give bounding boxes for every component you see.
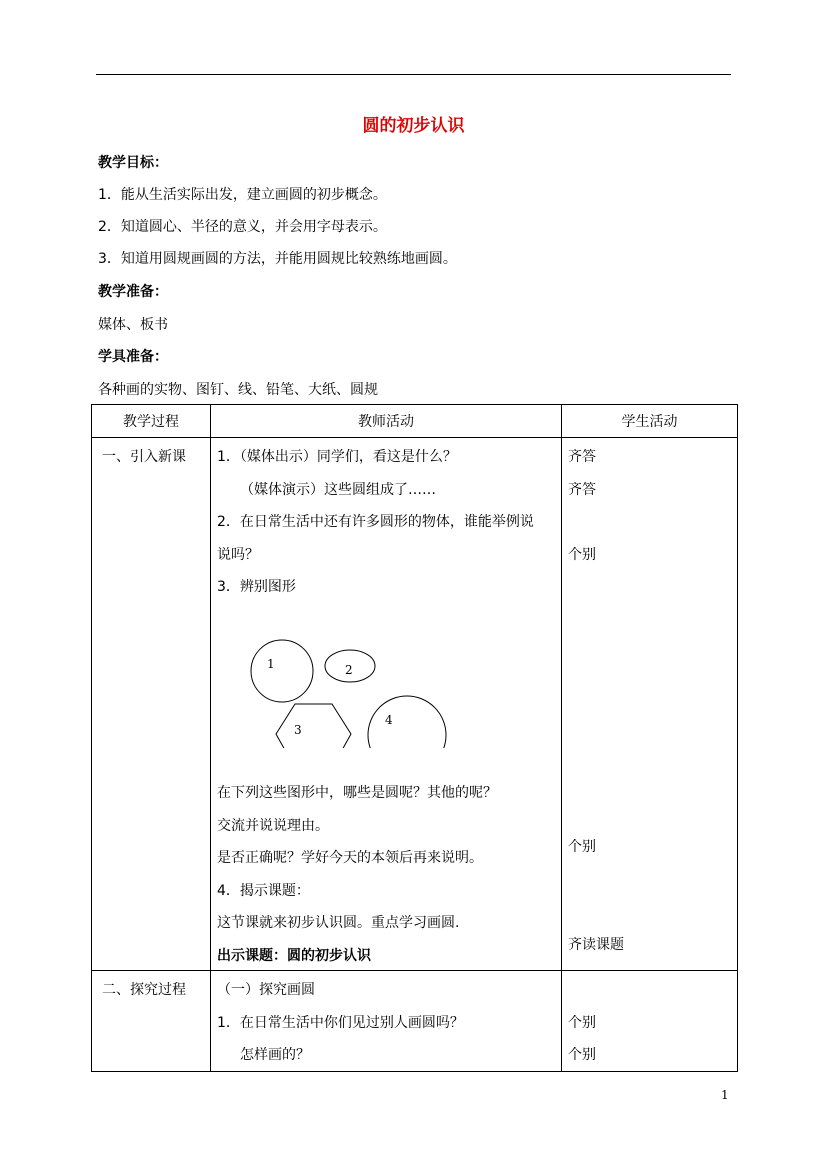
table-row: [92, 438, 738, 971]
teacher-line-2: （媒体演示）这些圆组成了……: [240, 482, 436, 498]
table-row: [92, 971, 738, 1072]
hexagon-shape-3: [276, 704, 351, 748]
student-cell: [562, 971, 738, 1072]
teacher-cell: [211, 438, 562, 971]
prep-text: 媒体、板书: [98, 317, 168, 333]
student-line-1: 齐答: [568, 449, 596, 465]
lesson-table: [91, 404, 738, 1072]
page-number: 1: [721, 1088, 729, 1102]
teacher-line-7: 交流并说说理由。: [217, 818, 329, 834]
stage-label: 二、探究过程: [102, 982, 186, 998]
header-teacher: 教师活动: [211, 405, 562, 438]
student-line-4: 个别: [568, 839, 596, 855]
tools-text: 各种画的实物、图钉、线、铅笔、大纸、圆规: [98, 382, 378, 398]
circle-shape-1: [251, 640, 313, 702]
goals-heading: 教学目标：: [98, 155, 168, 171]
teacher-line-4: 说吗？: [217, 547, 259, 563]
teacher-line-6: 在下列这些图形中，哪些是圆呢？其他的呢？: [217, 785, 497, 801]
teacher-line-11: 出示课题：圆的初步认识: [217, 948, 371, 964]
teacher-line-8: 是否正确呢？学好今天的本领后再来说明。: [217, 850, 483, 866]
shape-label-2: 2: [345, 663, 353, 677]
goal-item-1: 1．能从生活实际出发，建立画圆的初步概念。: [98, 187, 387, 203]
document-title: 圆的初步认识: [362, 116, 465, 136]
student-line-1: 个别: [568, 1015, 596, 1031]
shape-label-4: 4: [385, 713, 393, 727]
student-line-2: 齐答: [568, 482, 596, 498]
circle-shape-4: [368, 696, 446, 748]
header-student: 学生活动: [562, 405, 738, 438]
table-header-row: [92, 405, 738, 438]
teacher-line-3: 怎样画的？: [240, 1047, 310, 1063]
student-cell: [562, 438, 738, 971]
teacher-line-10: 这节课就来初步认识圆。重点学习画圆.: [217, 915, 460, 931]
goal-item-3: 3．知道用圆规画圆的方法，并能用圆规比较熟练地画圆。: [98, 251, 457, 267]
stage-cell: [92, 438, 211, 971]
teacher-cell: [211, 971, 562, 1072]
teacher-line-2: 1．在日常生活中你们见过别人画圆吗？: [217, 1015, 464, 1031]
teacher-line-1: （一）探究画圆: [217, 982, 315, 998]
header-rule: [96, 74, 731, 75]
prep-heading: 教学准备：: [98, 284, 168, 300]
teacher-line-3: 2．在日常生活中还有许多圆形的物体，谁能举例说: [217, 514, 534, 530]
shape-label-3: 3: [294, 723, 302, 737]
header-stage: 教学过程: [92, 405, 211, 438]
stage-cell: [92, 971, 211, 1072]
student-line-5: 齐读课题: [568, 937, 624, 953]
tools-heading: 学具准备：: [98, 349, 168, 365]
student-line-3: 个别: [568, 547, 596, 563]
teacher-line-9: 4．揭示课题：: [217, 883, 310, 899]
shapes-figure: [211, 598, 461, 748]
student-line-2: 个别: [568, 1047, 596, 1063]
teacher-line-1: 1．（媒体出示）同学们，看这是什么？: [217, 449, 457, 465]
teacher-line-5: 3．辨别图形: [217, 579, 296, 595]
stage-label: 一、引入新课: [102, 449, 186, 465]
shape-label-1: 1: [267, 657, 275, 671]
goal-item-2: 2．知道圆心、半径的意义，并会用字母表示。: [98, 219, 387, 235]
